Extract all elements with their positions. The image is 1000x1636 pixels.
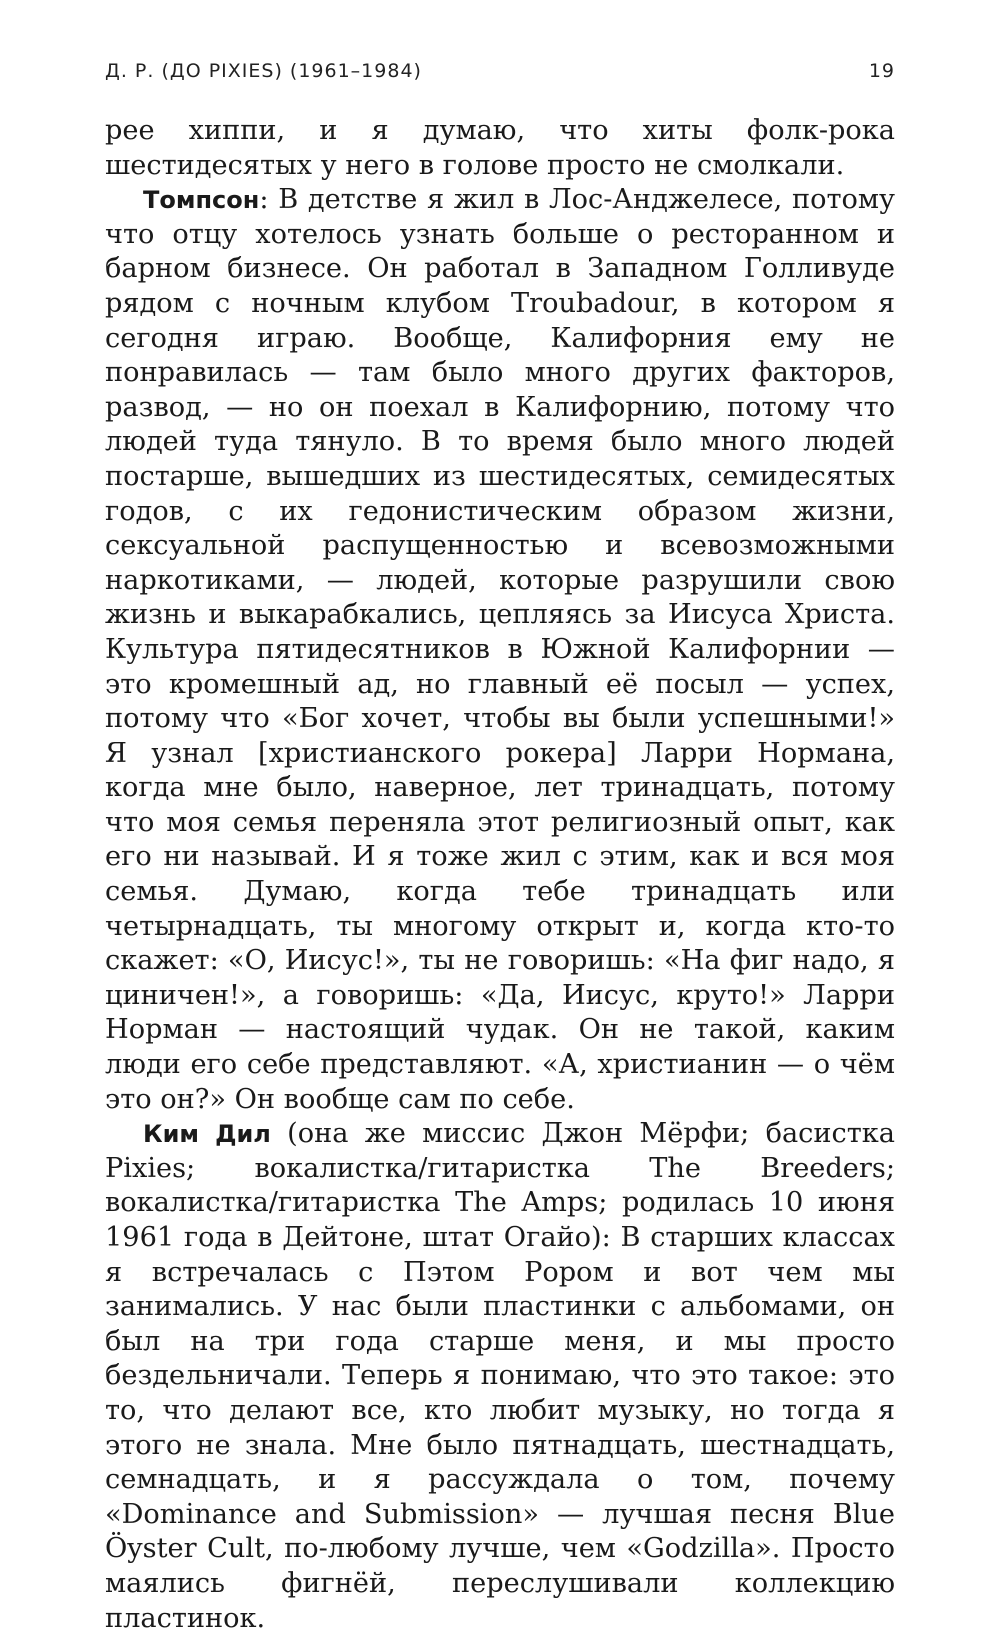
running-head — [105, 60, 895, 90]
paragraph-text: (она же миссис Джон Мёрфи; басистка Pixies; вокалистка/гитаристка The Breeders; вокалистка/гитаристка The Amps; родилась 10 июня 1961 года в Дейтоне, штат Огайо): В старших классах я встречалась с Пэтом Рором и вот чем мы занимались. У нас были пластинки с альбомами, он был на три года старше меня, и мы просто бездельничали. Теперь я понимаю, что это такое: это то, что делают все, кто любит музыку, но тогда я этого не знала. Мне было пятнадцать, шестнадцать, семнадцать, и я рассуждала о том, почему «Dominance and Submission» — лучшая песня Blue Öyster Cult, по-любому лучше, чем «Godzilla». Просто маялись фигнёй, переслушивали коллекцию пластинок. — [105, 1118, 895, 1634]
paragraph-thompson — [105, 183, 895, 1117]
paragraph-text: рее хиппи, и я думаю, что хиты фолк-рока шестидесятых у него в голове просто не смолкали. — [105, 115, 895, 181]
page-number: 19 — [868, 60, 895, 82]
paragraph-text: : В детстве я жил в Лос-Анджелесе, потому что отцу хотелось узнать больше о ресторанном и барном бизнесе. Он работал в Западном Голливуде рядом с ночным клубом Troubadour, в котором я сегодня играю. Вообще, Калифорния ему не понравилась — там было много других факторов, развод, — но он поехал в Калифорнию, потому что людей туда тянуло. В то время было много людей постарше, вышедших из шестидесятых, семидесятых годов, с их гедонистическим образом жизни, сексуальной распущенностью и всевозможными наркотиками, — людей, которые разрушили свою жизнь и выкарабкались, цепляясь за Иисуса Христа. Культура пятидесятников в Южной Калифорнии — это кромешный ад, но главный её посыл — успех, потому что «Бог хочет, чтобы вы были успешными!» Я узнал [христианского рокера] Ларри Нормана, когда мне было, наверное, лет тринадцать, потому что моя семья переняла этот религиозный опыт, как его ни называй. И я тоже жил с этим, как и вся моя семья. Думаю, когда тебе тринадцать или четырнадцать, ты многому открыт и, когда кто-то скажет: «О, Иисус!», ты не говоришь: «На фиг надо, я циничен!», а говоришь: «Да, Иисус, круто!» Ларри Норман — настоящий чудак. Он не такой, каким люди его себе представляют. «А, христианин — о чём это он?» Он вообще сам по себе. — [105, 184, 895, 1115]
body-text — [105, 114, 895, 1636]
speaker-name: Ким Дил — [143, 1120, 271, 1149]
paragraph-kim-deal — [105, 1117, 895, 1636]
running-title: Д. Р. (ДО PIXIES) (1961–1984) — [105, 60, 422, 82]
speaker-name: Томпсон — [143, 186, 260, 215]
paragraph-continuation — [105, 114, 895, 183]
